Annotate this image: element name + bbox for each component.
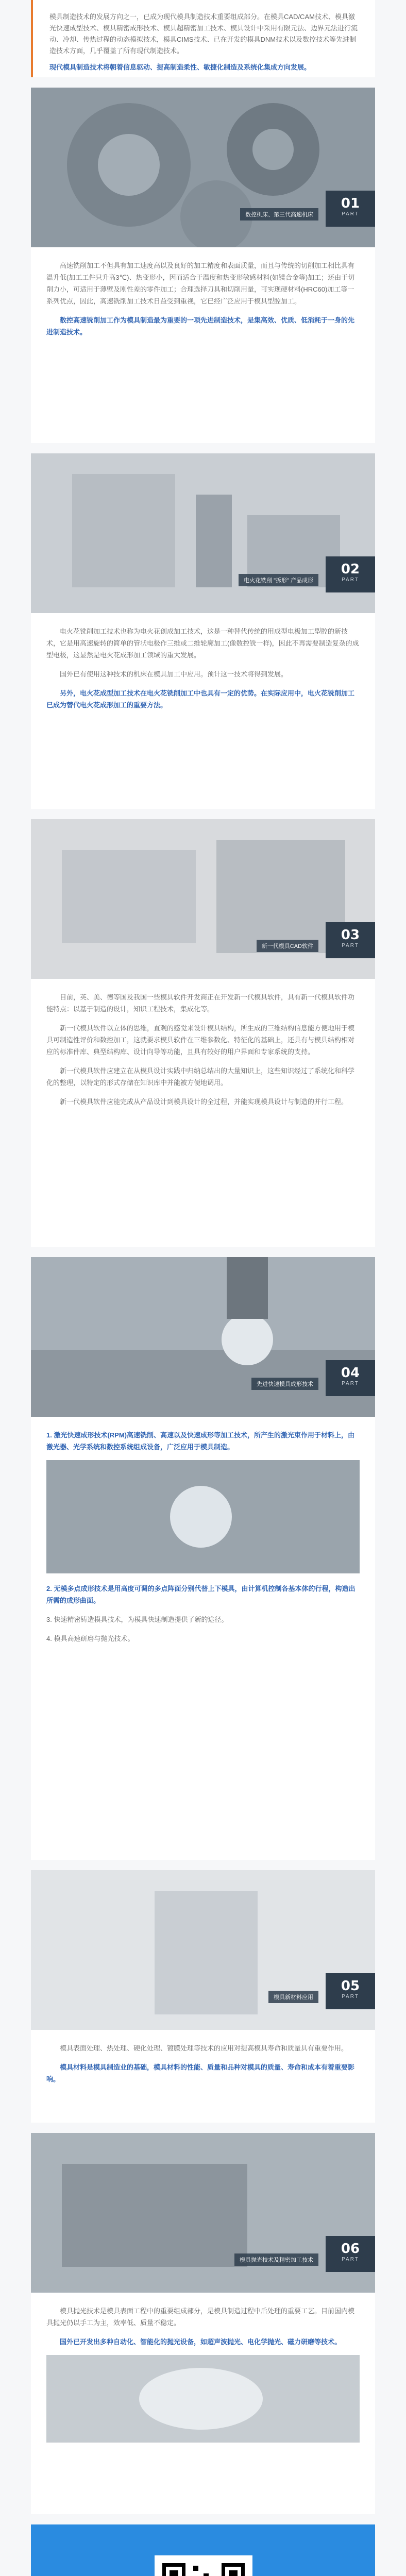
section-paragraph: 3. 快速精密铸造模具技术，为模具快速制造提供了新的途径。 bbox=[46, 1616, 228, 1623]
section-caption: 模具抛光技术及精密加工技术 bbox=[234, 2253, 318, 2266]
section-number: 03 bbox=[341, 927, 360, 943]
polished-mold-image bbox=[46, 2355, 360, 2443]
qr-code-icon bbox=[160, 2561, 247, 2576]
section-number-tag bbox=[326, 191, 375, 227]
section-banner-03 bbox=[31, 819, 375, 979]
machining-image bbox=[31, 453, 375, 613]
section-highlight: 另外，电火花成型加工技术在电火花铣削加工中也具有一定的优势。在实际应用中，电火花铣削加工已成为替代电火花成形加工的重要方法。 bbox=[46, 689, 355, 709]
section-banner-05 bbox=[31, 1870, 375, 2030]
section-number: 06 bbox=[341, 2241, 360, 2257]
section-number: 01 bbox=[341, 196, 360, 211]
section-text-05 bbox=[31, 2030, 375, 2123]
section-paragraph: 模具抛光技术是模具表面工程中的重要组成部分，是模具制造过程中后处理的重要工艺。目前国内模具抛光仍以手工为主，效率低、质量不稳定。 bbox=[46, 2307, 355, 2327]
section-part-label: PART bbox=[342, 2257, 359, 2262]
section-number-tag bbox=[326, 1973, 375, 2009]
polishing-image bbox=[31, 2133, 375, 2293]
section-highlight: 国外已开发出多种自动化、智能化的抛光设备，如超声波抛光、电化学抛光、磁力研磨等技术。 bbox=[60, 2338, 342, 2346]
section-paragraph: 新一代模具软件应能完成从产品设计到模具设计的全过程，并能实现模具设计与制造的并行工程。 bbox=[60, 1098, 348, 1106]
section-part-label: PART bbox=[342, 211, 359, 217]
section-caption: 电火花铣削 "拆形" 产品成形 bbox=[239, 574, 318, 586]
section-banner-06 bbox=[31, 2133, 375, 2293]
section-paragraph: 目前，英、美、德等国及我国一些模具软件开发商正在开发新一代模具软件，具有新一代模具软件功能特点：以基于制造的设计，知识工程技术，集成化等。 bbox=[46, 993, 355, 1013]
section-part-label: PART bbox=[342, 1381, 359, 1386]
section-text-04 bbox=[31, 1417, 375, 1860]
gear-machinery-image bbox=[31, 88, 375, 247]
section-number-tag bbox=[326, 556, 375, 592]
section-paragraph: 高速铣削加工不但具有加工速度高以及良好的加工精度和表面质量，而且与传统的切削加工相比具有温升低(加工工件只升高3℃)、热变形小，因而适合于温度和热变形敏感材料(如镁合金等)加工；还由于切削力小，可适用于薄壁及刚性差的零件加工；合理选择刀具和切削用量，可实现硬材料(HRC60)加工等一系列优点，因此，高速铣削加工技术日益受到重视，它已经广泛应用于模具型腔加工。 bbox=[46, 262, 355, 305]
cad-software-image bbox=[31, 819, 375, 979]
section-caption: 数控机床、第三代高速机床 bbox=[240, 208, 318, 221]
section-number-tag bbox=[326, 922, 375, 958]
section-paragraph: 新一代模具软件应建立在从模具设计实践中归纳总结出的大量知识上，这些知识经过了系统化和科学化的整理，以特定的形式存储在知识库中并能被方便地调用。 bbox=[46, 1067, 355, 1087]
section-number-tag bbox=[326, 1360, 375, 1396]
intro-card bbox=[31, 0, 375, 77]
section-number-tag bbox=[326, 2236, 375, 2272]
laser-forming-image bbox=[31, 1257, 375, 1417]
section-paragraph: 4. 模具高速研磨与抛光技术。 bbox=[46, 1635, 134, 1642]
section-text-03 bbox=[31, 979, 375, 1247]
section-highlight: 模具材料是模具制造业的基础，模具材料的性能、质量和品种对模具的质量、寿命和成本有着重要影响。 bbox=[46, 2063, 355, 2083]
section-paragraph: 国外已有使用这种技术的机床在模具加工中应用。预计这一技术将得到发展。 bbox=[60, 670, 288, 678]
section-text-01 bbox=[31, 247, 375, 443]
section-paragraph: 模具表面处理、热处理、硬化处理、镀膜处理等技术的应用对提高模具寿命和质量具有重要作用。 bbox=[60, 2044, 348, 2052]
section-caption: 新一代模具CAD软件 bbox=[257, 940, 318, 952]
section-highlight: 2. 无模多点成形技术是用高度可调的多点阵面分别代替上下模具，由计算机控制各基本体的行程，构造出所需的成形曲面。 bbox=[46, 1585, 356, 1604]
survey-qr-section bbox=[31, 2524, 375, 2576]
section-banner-01 bbox=[31, 88, 375, 247]
intro-paragraph: 模具制造技术的发展方向之一，已成为现代模具制造技术重要组成部分。在模具CAD/CAM技术、模具激光快速成型技术、模具精密成形技术、模具超精密加工技术、模具设计中采用有限元法、边界元法进行流动、冷却、传热过程的动态模拟技术，模具CIMS技术、已在开发的模具DNM技术以及数控技术等先进制造技术方面，几乎覆盖了所有现代制造技术。 bbox=[49, 13, 358, 55]
section-caption: 模具新材料应用 bbox=[268, 1991, 318, 2003]
section-banner-02 bbox=[31, 453, 375, 613]
section-paragraph: 电火花铣削加工技术也称为电火花创成加工技术，这是一种替代传统的用成型电极加工型腔的新技术，它是用高速旋转的简单的管状电极作三维或二维轮廓加工(像数控铣一样)，因此不再需要制造复杂的成型电极，这显然是电火花成形加工领域的重大发展。 bbox=[46, 628, 359, 659]
section-number: 02 bbox=[341, 562, 360, 577]
section-text-06 bbox=[31, 2293, 375, 2514]
survey-qr-code[interactable] bbox=[155, 2555, 252, 2576]
section-banner-04 bbox=[31, 1257, 375, 1417]
section-number: 04 bbox=[341, 1365, 360, 1381]
mold-material-image bbox=[31, 1870, 375, 2030]
intro-highlight: 现代模具制造技术将朝着信息驱动、提高制造柔性、敏捷化制造及系统化集成方向发展。 bbox=[49, 63, 311, 71]
section-part-label: PART bbox=[342, 577, 359, 583]
section-part-label: PART bbox=[342, 1994, 359, 1999]
section-caption: 先进快速模具成形技术 bbox=[251, 1378, 318, 1390]
section-text-02 bbox=[31, 613, 375, 809]
section-part-label: PART bbox=[342, 943, 359, 948]
section-paragraph: 新一代模具软件以立体的思维，直观的感觉来设计模具结构，所生成的三维结构信息能方便地用于模具可制造性评价和数控加工，这就要求模具软件在三维参数化、特征化的基础上，还具有与模具结构相对应的标准件库、典型结构库、设计向导等功能，且具有较好的用户界面和专家系统的支持。 bbox=[46, 1024, 355, 1056]
section-number: 05 bbox=[341, 1978, 360, 1994]
laser-detail-image bbox=[46, 1460, 360, 1573]
section-highlight: 1. 激光快速成形技术(RPM)高速铣削、高速以及快速成形等加工技术，所产生的激光束作用于材料上，由激光器、光学系统和数控系统组成设备，广泛应用于模具制造。 bbox=[46, 1431, 355, 1451]
section-highlight: 数控高速铣削加工作为模具制造最为重要的一项先进制造技术，是集高效、优质、低消耗于一身的先进制造技术。 bbox=[46, 316, 355, 336]
